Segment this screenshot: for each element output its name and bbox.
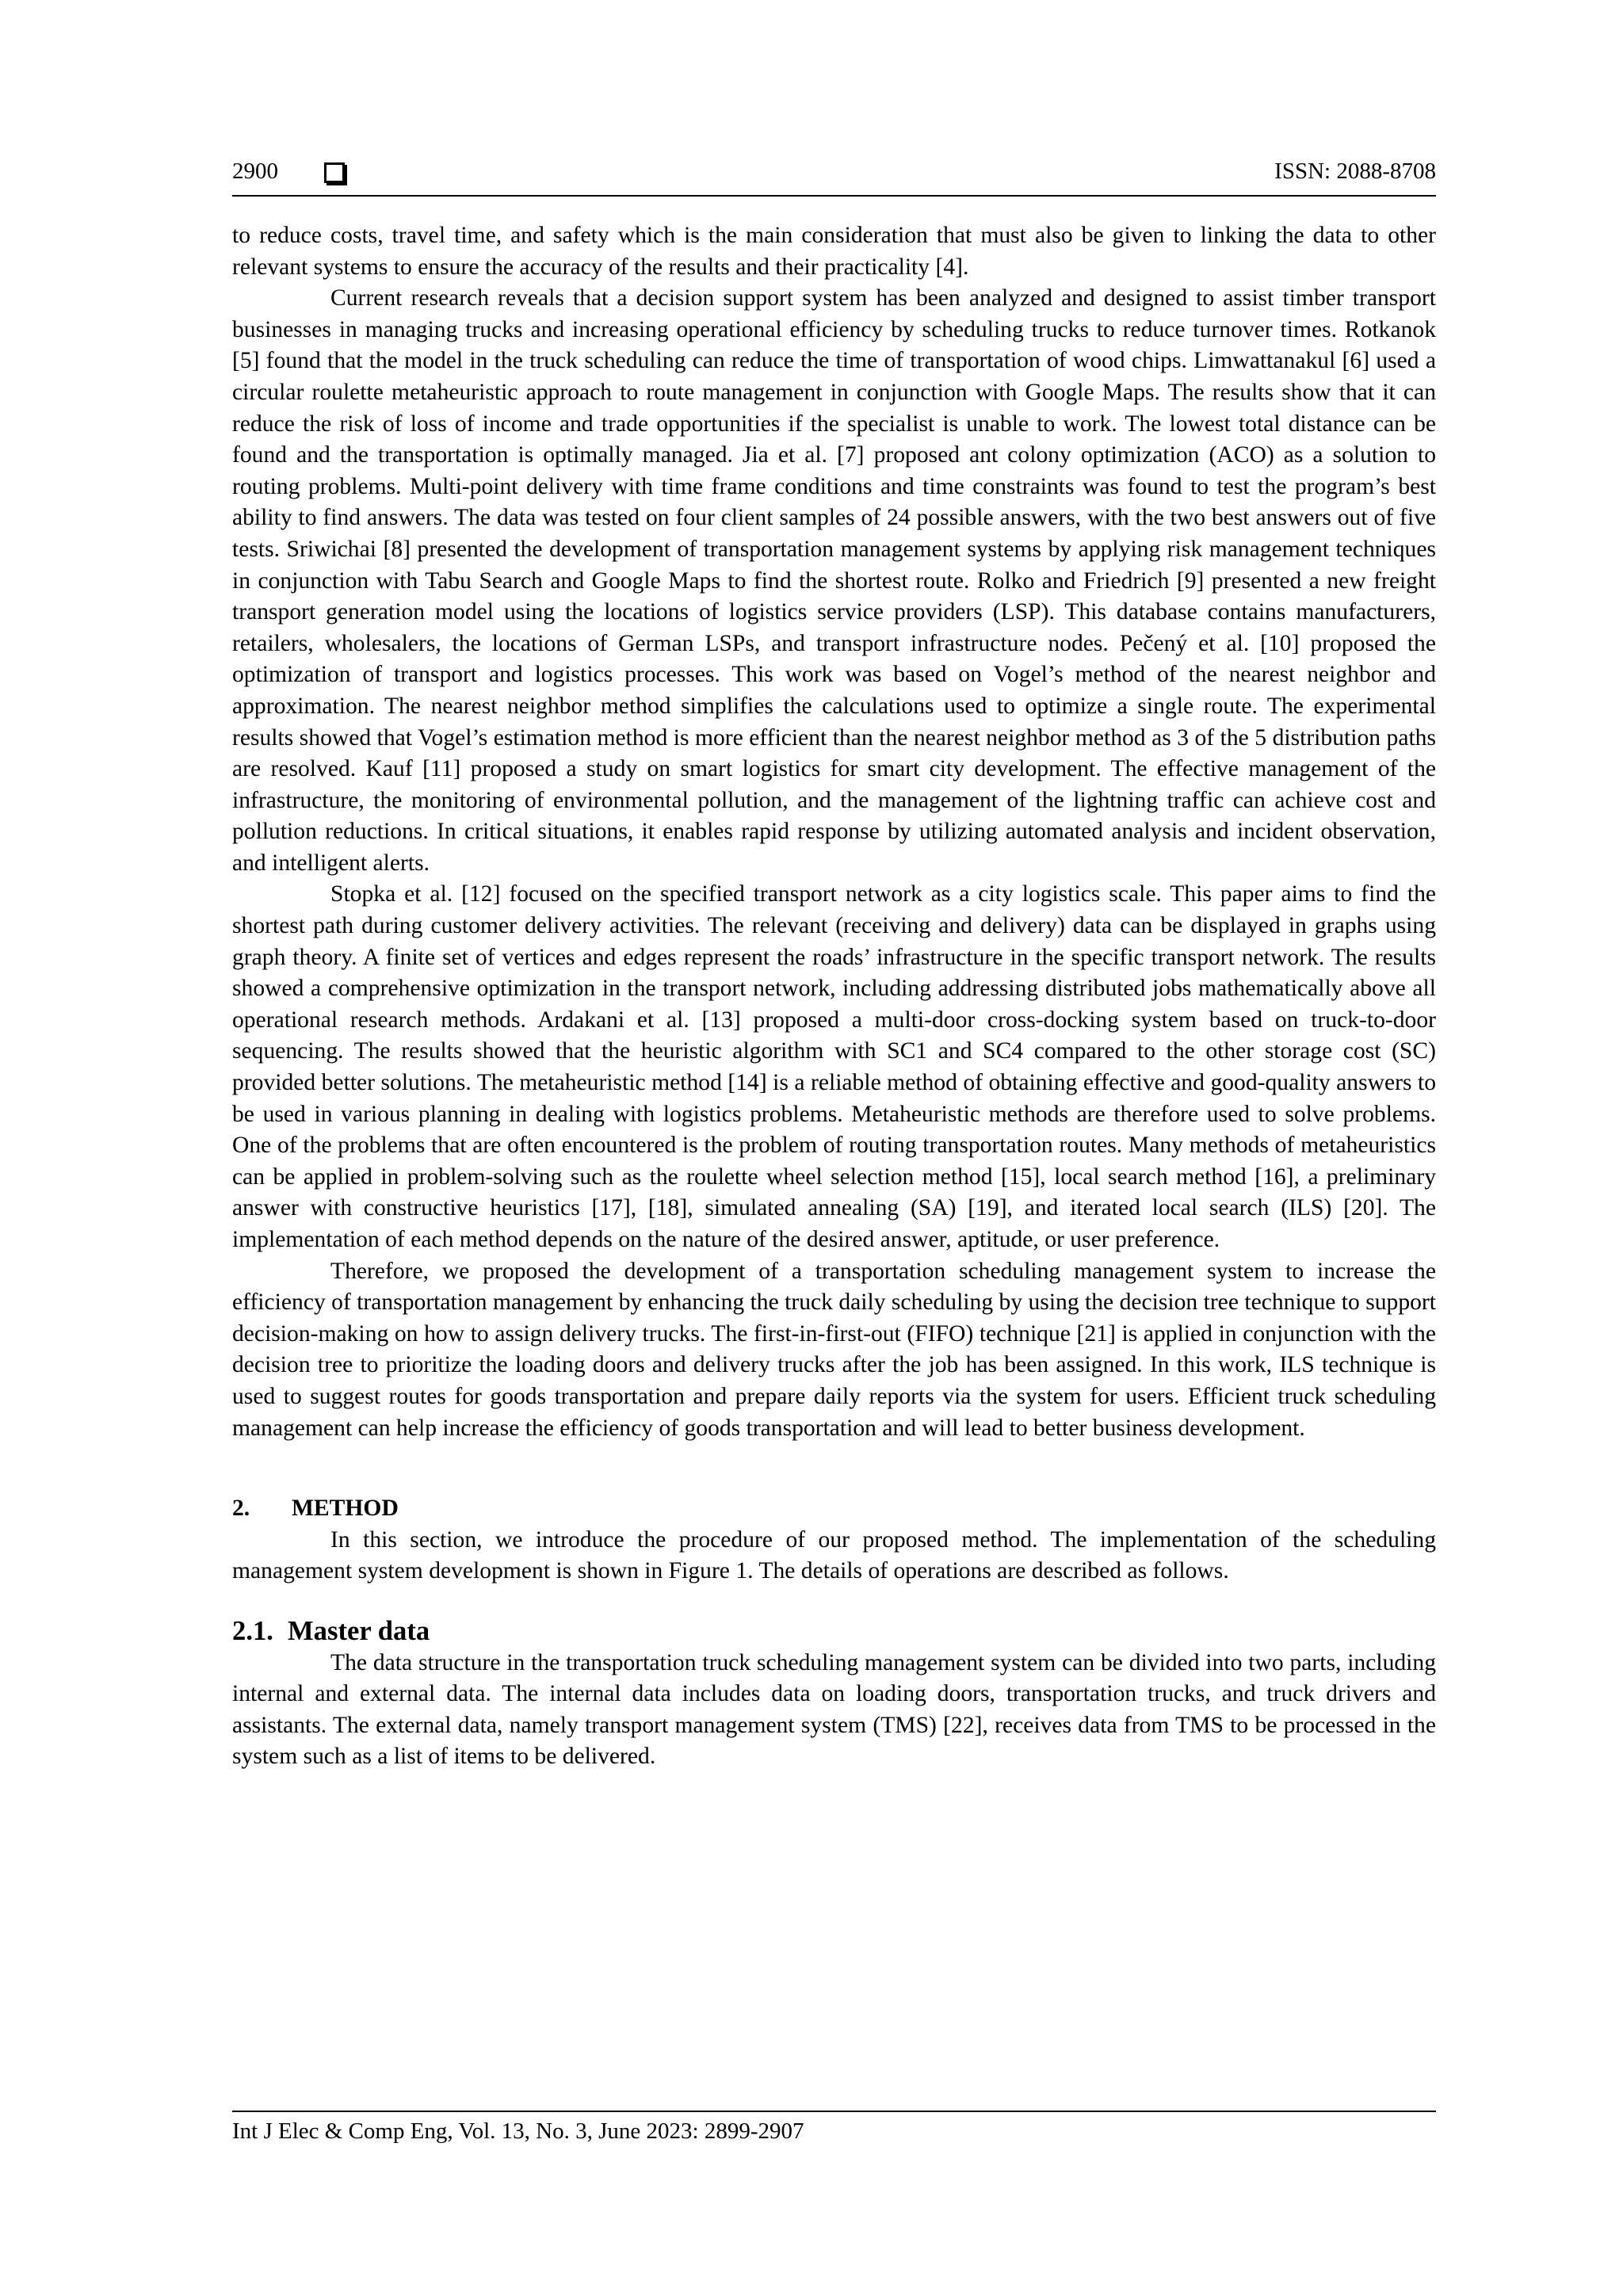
- subsection-number: 2.1.: [232, 1615, 273, 1646]
- section-number: 2.: [232, 1496, 250, 1522]
- section-intro: In this section, we introduce the procedure of our proposed method. The implementation of the scheduling management system development is shown in Figure 1. The details of operations are described as follows.: [232, 1526, 1436, 1584]
- page-number: 2900: [232, 159, 278, 184]
- page-footer: [232, 2111, 1436, 2145]
- subsection-paragraph: The data structure in the transportation truck scheduling management system can be divided into two parts, including internal and external data. The internal data includes data on loading doors, transportation trucks, and truck drivers and assistants. The external data, namely transport management system (TMS) [22], receives data from TMS to be processed in the system such as a list of items to be delivered.: [232, 1649, 1436, 1770]
- section-title: METHOD: [292, 1496, 399, 1522]
- section-heading-method: [232, 1493, 1436, 1525]
- paragraph-2: Current research reveals that a decision support system has been analyzed and designed to assist timber transport businesses in managing trucks and increasing operational efficiency by scheduling trucks to reduce turnover times. Rotkanok [5] found that the model in the truck scheduling can reduce the time of transportation of wood chips. Limwattanakul [6] used a circular roulette metaheuristic approach to route management in conjunction with Google Maps. The results show that it can reduce the risk of loss of income and trade opportunities if the specialist is unable to work. The lowest total distance can be found and the transportation is optimally managed. Jia et al. [7] proposed ant colony optimization (ACO) as a solution to routing problems. Multi-point delivery with time frame conditions and time constraints was found to test the program’s best ability to find answers. The data was tested on four client samples of 24 possible answers, with the two best answers out of five tests. Sriwichai [8] presented the development of transportation management systems by applying risk management techniques in conjunction with Tabu Search and Google Maps to find the shortest route. Rolko and Friedrich [9] presented a new freight transport generation model using the locations of logistics service providers (LSP). This database contains manufacturers, retailers, wholesalers, the locations of German LSPs, and transport infrastructure nodes. Pečený et al. [10] proposed the optimization of transport and logistics processes. This work was based on Vogel’s method of the nearest neighbor and approximation. The nearest neighbor method simplifies the calculations used to optimize a single route. The experimental results showed that Vogel’s estimation method is more efficient than the nearest neighbor method as 3 of the 5 distribution paths are resolved. Kauf [11] proposed a study on smart logistics for smart city development. The effective management of the infrastructure, the monitoring of environmental pollution, and the management of the lightning traffic can achieve cost and pollution reductions. In critical situations, it enables rapid response by utilizing automated analysis and incident observation, and intelligent alerts.: [232, 285, 1436, 876]
- issn-label: ISSN: 2088-8708: [1274, 159, 1436, 184]
- paragraph-3: Stopka et al. [12] focused on the specified transport network as a city logistics scale. This paper aims to find the shortest path during customer delivery activities. The relevant (receiving and delivery) data can be displayed in graphs using graph theory. A finite set of vertices and edges represent the roads’ infrastructure in the specific transport network. The results showed a comprehensive optimization in the transport network, including addressing distributed jobs mathematically above all operational research methods. Ardakani et al. [13] proposed a multi-door cross-docking system based on truck-to-door sequencing. The results showed that the heuristic algorithm with SC1 and SC4 compared to the other storage cost (SC) provided better solutions. The metaheuristic method [14] is a reliable method of obtaining effective and good-quality answers to be used in various planning in dealing with logistics problems. Metaheuristic methods are therefore used to solve problems. One of the problems that are often encountered is the problem of routing transportation routes. Many methods of metaheuristics can be applied in problem-solving such as the roulette wheel selection method [15], local search method [16], a preliminary answer with constructive heuristics [17], [18], simulated annealing (SA) [19], and iterated local search (ILS) [20]. The implementation of each method depends on the nature of the desired answer, aptitude, or user preference.: [232, 881, 1436, 1252]
- journal-citation: Int J Elec & Comp Eng, Vol. 13, No. 3, June 2023: 2899-2907: [232, 2118, 804, 2144]
- subsection-title: Master data: [288, 1615, 430, 1646]
- square-bullet-icon: [324, 162, 345, 183]
- body-text: [232, 220, 1436, 1773]
- subsection-heading-master-data: [232, 1616, 1436, 1648]
- paragraph-1: to reduce costs, travel time, and safety which is the main consideration that must also be given to linking the data to other relevant systems to ensure the accuracy of the results and their practicality [4].: [232, 223, 1436, 280]
- page-header: [232, 155, 1436, 197]
- paragraph-4: Therefore, we proposed the development of a transportation scheduling management system to increase the efficiency of transportation management by enhancing the truck daily scheduling by using the decision tree technique to support decision-making on how to assign delivery trucks. The first-in-first-out (FIFO) technique [21] is applied in conjunction with the decision tree to prioritize the loading doors and delivery trucks after the job has been assigned. In this work, ILS technique is used to suggest routes for goods transportation and prepare daily reports via the system for users. Efficient truck scheduling management can help increase the efficiency of goods transportation and will lead to better business development.: [232, 1258, 1436, 1441]
